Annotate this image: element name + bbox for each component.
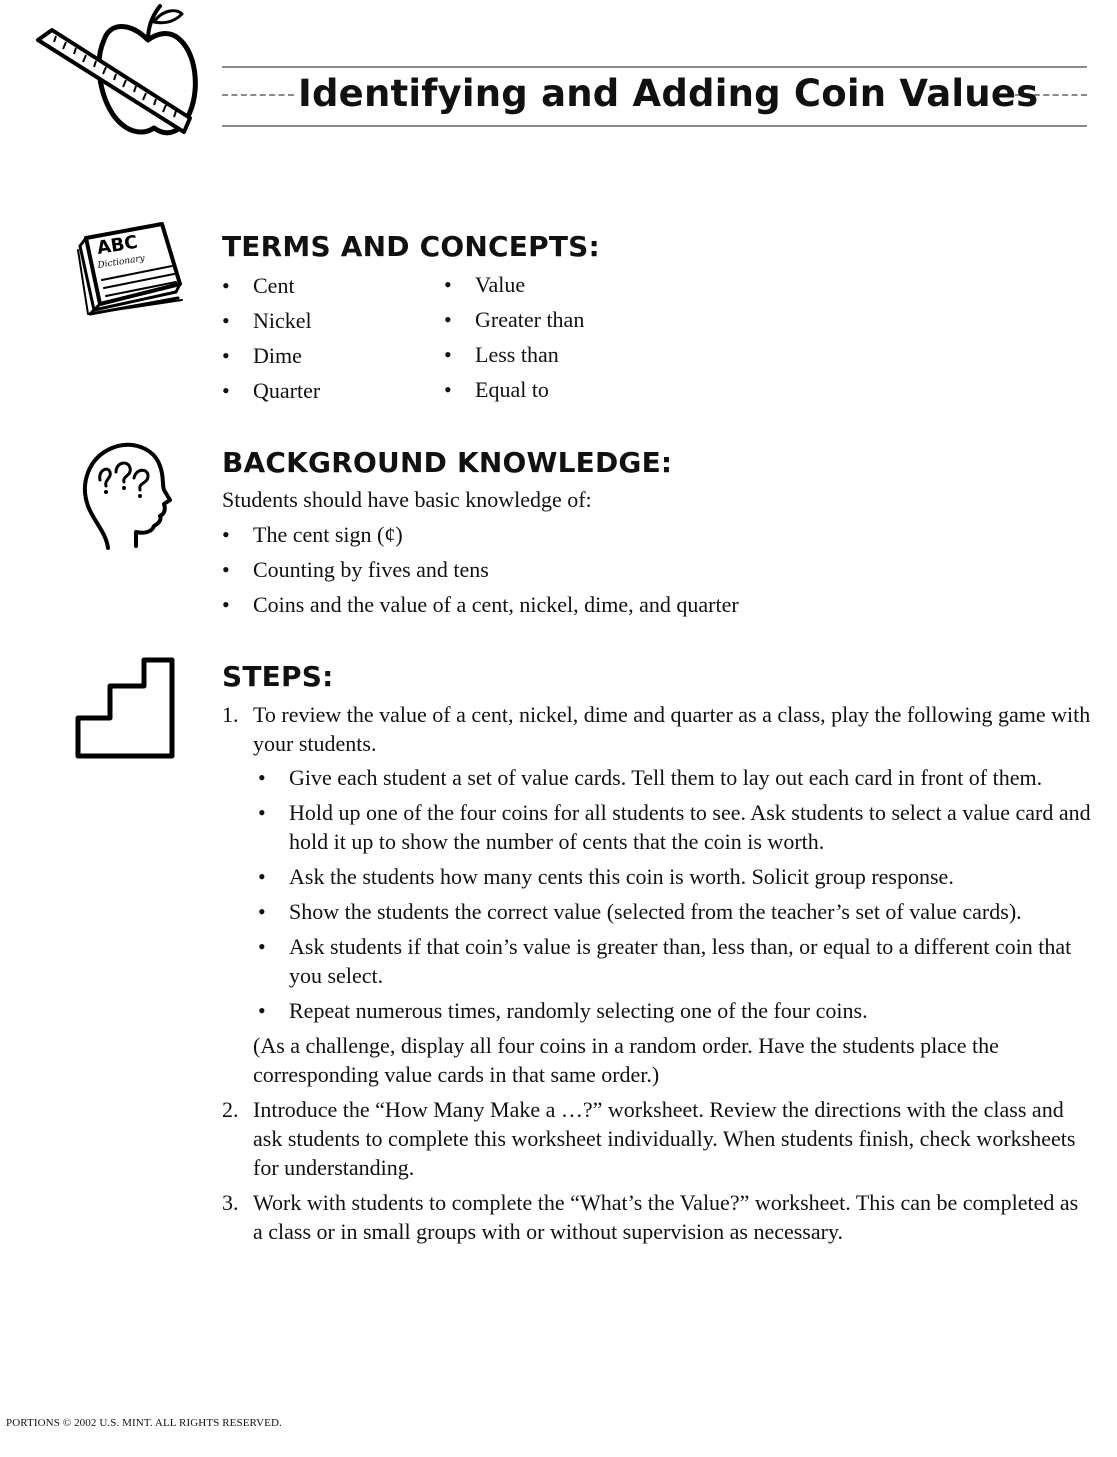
step-sublist bbox=[253, 763, 1092, 1025]
title-rule-top bbox=[222, 66, 1087, 68]
background-intro: Students should have basic knowledge of: bbox=[222, 487, 592, 512]
steps-list bbox=[222, 700, 1092, 1252]
background-item: • Counting by fives and tens bbox=[222, 555, 739, 590]
step-item bbox=[222, 1095, 1092, 1182]
step-challenge-note: (As a challenge, display all four coins in a random order. Have the students place the corresponding value cards in that same order.) bbox=[253, 1033, 999, 1087]
steps-heading: STEPS: bbox=[222, 660, 334, 693]
step-text: Introduce the “How Many Make a …?” worksheet. Review the directions with the class and ask students to complete this worksheet individually. When students finish, check worksheets for understanding. bbox=[253, 1097, 1076, 1180]
dictionary-book-icon bbox=[72, 220, 190, 320]
step-item bbox=[222, 700, 1092, 1089]
term-item: • Less than bbox=[444, 340, 584, 375]
term-item: • Cent bbox=[222, 271, 320, 306]
dictionary-label-word: Dictionary bbox=[96, 253, 146, 271]
step-text: Work with students to complete the “What’s the Value?” worksheet. This can be completed as a class or in small groups with or without supervision as necessary. bbox=[253, 1190, 1079, 1244]
title-dash-left bbox=[222, 94, 294, 96]
step-number: 1. bbox=[222, 702, 239, 727]
term-item: • Quarter bbox=[222, 376, 320, 411]
dictionary-label-abc: ABC bbox=[95, 231, 140, 259]
background-item: • Coins and the value of a cent, nickel, dime, and quarter bbox=[222, 590, 739, 625]
thinking-head-icon bbox=[78, 440, 173, 552]
substep-item: • Hold up one of the four coins for all students to see. Ask students to select a value card and hold it up to show the number of cents that the coin is worth. bbox=[253, 798, 1092, 856]
substep-item: • Repeat numerous times, randomly selecting one of the four coins. bbox=[253, 996, 1092, 1025]
term-item: • Nickel bbox=[222, 306, 320, 341]
terms-heading: TERMS AND CONCEPTS: bbox=[222, 230, 600, 263]
stairs-icon bbox=[70, 652, 180, 767]
copyright-footer: PORTIONS © 2002 U.S. MINT. ALL RIGHTS RESERVED. bbox=[6, 1417, 282, 1429]
title-rule-bottom bbox=[222, 125, 1087, 127]
step-number: 3. bbox=[222, 1190, 239, 1215]
substep-item: • Ask the students how many cents this coin is worth. Solicit group response. bbox=[253, 862, 1092, 891]
background-item: • The cent sign (¢) bbox=[222, 520, 739, 555]
term-item: • Value bbox=[444, 270, 584, 305]
term-item: • Equal to bbox=[444, 375, 584, 410]
apple-ruler-icon bbox=[30, 0, 200, 155]
substep-item: • Give each student a set of value cards. Tell them to lay out each card in front of them. bbox=[253, 763, 1092, 792]
term-item: • Greater than bbox=[444, 305, 584, 340]
page-title: Identifying and Adding Coin Values bbox=[298, 72, 1039, 115]
background-heading: BACKGROUND KNOWLEDGE: bbox=[222, 446, 673, 479]
terms-column-1 bbox=[222, 271, 320, 411]
step-text: To review the value of a cent, nickel, dime and quarter as a class, play the following game with your students. bbox=[253, 702, 1091, 756]
term-item: • Dime bbox=[222, 341, 320, 376]
step-item bbox=[222, 1188, 1092, 1246]
substep-item: • Ask students if that coin’s value is greater than, less than, or equal to a different coin that you select. bbox=[253, 932, 1092, 990]
background-list bbox=[222, 520, 739, 625]
substep-item: • Show the students the correct value (selected from the teacher’s set of value cards). bbox=[253, 897, 1092, 926]
step-number: 2. bbox=[222, 1097, 239, 1122]
terms-column-2 bbox=[444, 270, 584, 410]
